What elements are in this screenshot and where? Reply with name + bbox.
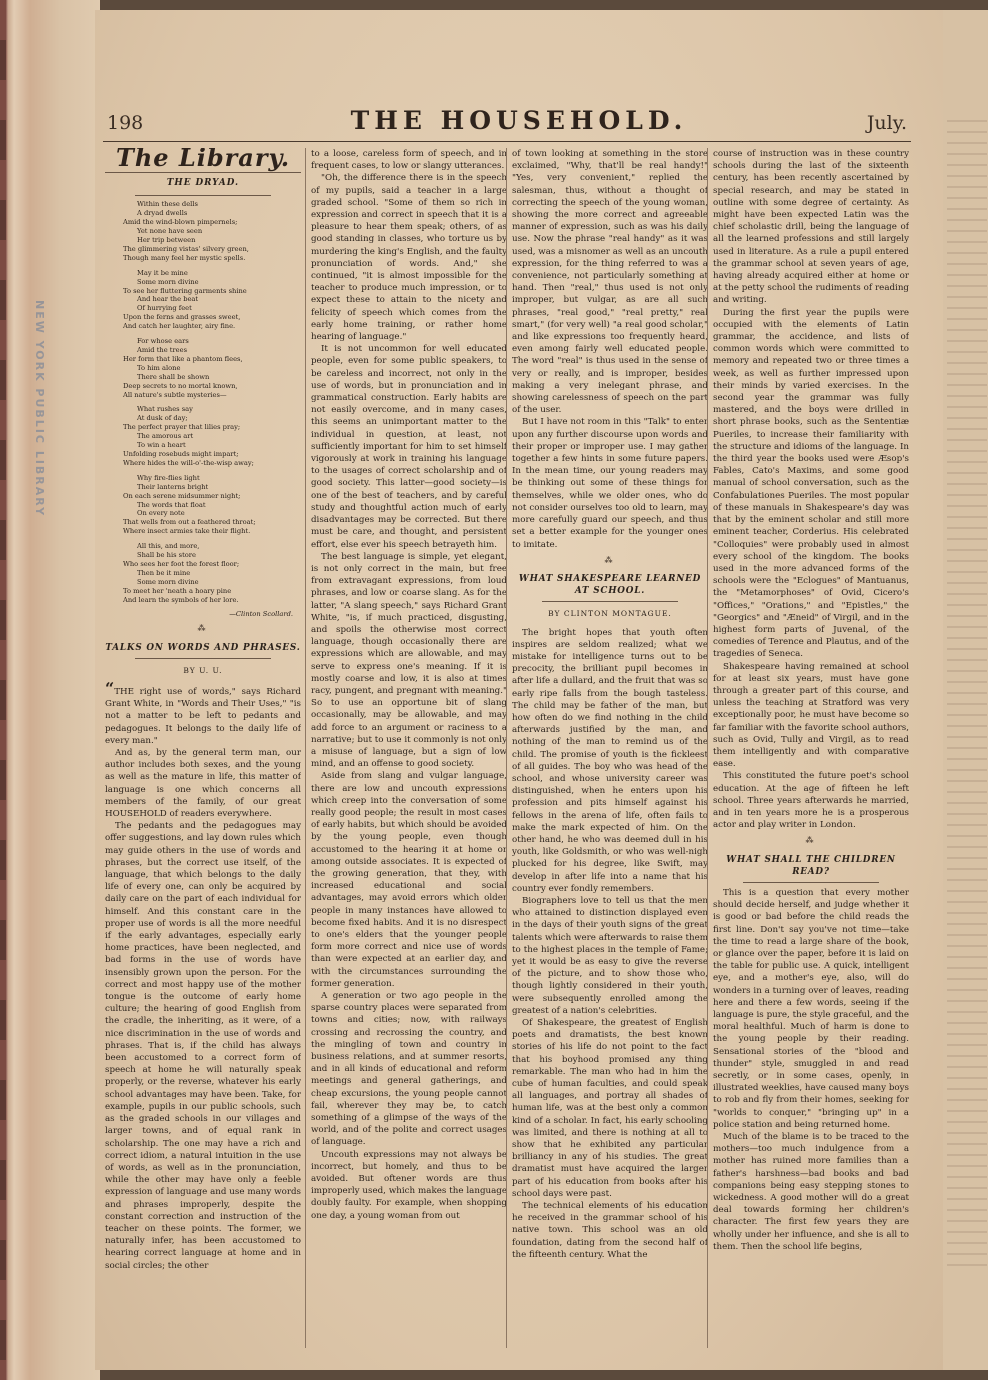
poem-stanza	[123, 337, 301, 399]
poem-line: Shall be his store	[137, 551, 196, 560]
paragraph: And as, by the general term man, our author includes both sexes, and the young as well as the mature in life, this matter of language is one which concerns all members of the family, of our great HOUSEHOLD of readers everywhere.	[105, 748, 301, 820]
poem-line: Amid the wind-blown pimpernels;	[123, 218, 238, 227]
poem-line: A dryad dwells	[137, 209, 188, 218]
ornament-divider: ⁂	[604, 555, 616, 565]
paragraph: This is a question that every mother should decide herself, and judge whether it is good or bad before the child reads the first line. Don't say you've not time—take the time to read a large share of the book, or glance over the paper, before it is laid on the table for public use. A quick, intelligent eye, and a mother's eye, also, will do wonders in a turning over of leaves, reading here and there a few words, seeing if the language is pure, the style graceful, and the moral healthful. Much of harm is done to the young people by their reading. Sensational stories of the "blood and thunder" style, smuggled in and read secretly, or in some cases, openly, in illustrated weeklies, have caused many boys to rob and fly from their homes, seeking for "worlds to conquer," "bringing up" in a police station and being returned home.	[713, 887, 909, 1130]
divider	[743, 882, 879, 883]
paragraph: "Oh, the difference there is in the speech of my pupils, said a teacher in a large graded school. "Some of them so rich in expression and correct in speech that it is a pleasure to hear them speak; others, of as good standing in classes, who torture us by murdering the king's English, and the faulty pronunciation of words. And," she continued, "it is almost impossible for the teacher to produce much impression, or to expect these to attain to the nicety and felicity of speech which comes from the early home training, or rather home hearing of language."	[311, 173, 507, 343]
poem-line: Where insect armies take their flight.	[123, 527, 251, 536]
issue-month: July.	[866, 112, 907, 134]
poem-line: And catch her laughter, airy fine.	[123, 322, 236, 331]
poem-line: Yet none have seen	[137, 227, 203, 236]
poem-line: May it be mine	[137, 268, 188, 277]
divider	[105, 172, 301, 173]
poem-line: Why fire-flies light	[137, 473, 200, 482]
poem-stanza	[123, 200, 301, 262]
poem-line: Within these dells	[137, 200, 198, 209]
poem-line: Her trip between	[137, 236, 196, 245]
poem-line: Unfolding rosebuds might impart;	[123, 449, 239, 458]
paragraph: Shakespeare having remained at school for at least six years, must have gone through a greater part of this course, and unless the teaching at Stratford was very exceptionally poor, he must have become so far familiar with the favorite school authors, such as Ovid, Tully and Virgil, as to read them intelligently and with comparative ease.	[713, 661, 909, 770]
binding-edge	[0, 0, 6, 1380]
poem-line: Then be it mine	[137, 568, 191, 577]
poem-author: —Clinton Scollard.	[229, 610, 293, 619]
paragraph: Biographers love to tell us that the men who attained to distinction displayed even in the days of their youth signs of the great talents which were afterwards to raise them to the highest places in the temple of Fame; yet it would be as easy to give the reverse of the picture, and to show those who, though lightly considered in their youth, were subsequently enrolled among the greatest of a nation's celebrities.	[512, 895, 708, 1016]
poem-line: All nature's subtle mysteries—	[123, 390, 227, 399]
paragraph: Aside from slang and vulgar language, there are low and uncouth expressions which creep into the conversation of some really good people; the result in most cases of early habits, but which should be avoided by the young people, even though accustomed to the hearing it at home or among outside associates. It is expected of the growing generation, that they, with increased educational and social advantages, may avoid errors which older people in many instances have allowed to become fixed habits. And it is no disrespect to one's elders that the younger people form more correct and nice use of words than were expected at an earlier day, and with the circumstances surrounding the former generation.	[311, 771, 507, 989]
article-body	[512, 148, 708, 551]
book-binding	[0, 0, 100, 1380]
poem-line: And learn the symbols of her lore.	[123, 595, 239, 604]
poem-line: Some morn divine	[137, 277, 199, 286]
header-rule	[103, 141, 911, 142]
paragraph: But I have not room in this "Talk" to enter upon any further discourse upon words and their proper or improper use. I may gather together a few hints in some future papers. In the mean time, our young readers may be thinking out some of these things for themselves, while we older ones, who do not consider ourselves too old to learn, may more carefully guard our speech, and thus set a better example for the younger ones to imitate.	[512, 417, 708, 550]
paragraph: The pedants and the pedagogues may offer suggestions, and lay down rules which may guide others in the use of words and phrases, but the correct use itself, of the language, that which belongs to the daily life of every one, can only be acquired by daily care on the part of each individual for himself. And this constant care in the proper use of words is all the more needful if the early advantages, especially early home practices, have been neglected, and bad forms in the use of words have insensibly grown upon the person. For the correct and most happy use of the mother tongue is the outcome of early home culture; the hearing of good English from the cradle, the inheriting, as it were, of a nice discrimination in the use of words and phrases. That is, if the child has always been accustomed to a correct form of speech at home he will naturally speak properly, or the reverse, whatever his early school advantages may have been. Take, for example, pupils in our public schools, such as the graded schools in our villages and larger towns, and of equal rank in scholarship. The one may have a rich and correct idiom, a natural intuition in the use of words, as well as in the pronunciation, while the other may have only a feeble expression of language and use many words and phrases improperly, despite the constant correction and instruction of the teacher on these points. The former, we naturally infer, has been accustomed to hearing correct language at home and in social circles; the other	[105, 821, 301, 1271]
poem-stanza	[123, 474, 301, 536]
poem-line: The glimmering vistas' silvery green,	[123, 244, 249, 253]
poem-line: To meet her 'neath a hoary pine	[123, 586, 232, 595]
poem-line: To see her fluttering garments shine	[123, 286, 247, 295]
poem-stanza	[123, 269, 301, 331]
poem-line: The words that float	[137, 500, 206, 509]
divider	[135, 658, 271, 659]
ornament-divider: ⁂	[197, 624, 209, 634]
poem-line: Her form that like a phantom flees,	[123, 354, 243, 363]
paragraph: The bright hopes that youth often inspires are seldom realized; what we mistake for intelligence turns out to be precocity, the brilliant pupil becomes in after life a dullard, and the fruit that was so early ripe falls from the bough tasteless. The child may be father of the man, but how often do we find nothing in the child afterwards justified by the man, and nothing of the man to remind us of the child. The promise of youth is the fickleest of all guides. The boy who was head of the school, and whose university career was distinguished, when he enters upon his profession and pits himself against his fellows in the arena of life, often fails to make the mark expected of him. On the other hand, he who was deemed dull in his youth, like Goldsmith, or who was well-nigh plucked for his degree, like Swift, may develop in after life into a name that his country ever fondly remembers.	[512, 627, 708, 894]
poem-line: Some morn divine	[137, 577, 199, 586]
poem-line: Their lanterns bright	[137, 482, 209, 491]
paragraph: to a loose, careless form of speech, and in frequent cases, to low or slangy utterances.	[311, 149, 507, 172]
newspaper-page	[95, 10, 943, 1370]
paragraph-text: THE right use of words," says Richard Grant White, in "Words and Their Uses," "is not a matter to be left to pedants and pedagogues. It belongs to the daily life of every man."	[105, 686, 301, 746]
column-1	[105, 148, 301, 1348]
paragraph: course of instruction was in these country schools during the last of the sixteenth century, has been recently ascertained by special research, and may be stated in outline with some degree of certainty. As might have been expected Latin was the chief scholastic drill, being the language of all the learned professions and still largely used in literature. As a rule a pupil entered the grammar school at seven years of age, having already acquired either at home or at the petty school the rudiments of reading and writing.	[713, 149, 909, 306]
paragraph: A generation or two ago people in the sparse country places were separated from towns and cities; now, with railways crossing and recrossing the country, and the mingling of town and country in business relations, and at summer resorts, and in all kinds of educational and reform meetings and general gatherings, and cheap excursions, the young people cannot fail, wherever they may be, to catch something of a glimpse of the ways of the world, and of the polite and correct usages of language.	[311, 991, 507, 1148]
poem-line: Though many feel her mystic spells.	[123, 253, 246, 262]
poem-line: On every note	[137, 509, 185, 518]
paragraph: The technical elements of his education he received in the grammar school of his native town. This school was an old foundation, dating from the second half of the fifteenth century. What the	[512, 1201, 708, 1260]
masthead-title: THE HOUSEHOLD.	[350, 106, 688, 135]
article-title: WHAT SHALL THE CHILDREN READ?	[726, 854, 896, 877]
adjacent-page-edge	[943, 10, 988, 1370]
poem-line: There shall be shown	[137, 372, 210, 381]
poem-line: To win a heart	[137, 441, 186, 450]
poem-body	[105, 200, 301, 619]
poem-line: Upon the ferns and grasses sweet,	[123, 313, 241, 322]
running-head	[95, 106, 943, 138]
article-byline: BY CLINTON MONTAGUE.	[548, 609, 672, 619]
article-body	[512, 627, 708, 1262]
poem-line: That wells from out a feathered throat;	[123, 518, 256, 527]
article-body	[105, 678, 301, 1272]
ornament-divider: ⁂	[805, 836, 817, 846]
divider	[135, 195, 271, 196]
poem-line: Amid the trees	[137, 346, 188, 354]
paragraph: During the first year the pupils were occupied with the elements of Latin grammar, the accidence, and lists of common words which were committed to memory and repeated two or three times a week, as well as further impressed upon their minds by varied exercises. In the second year the grammar was fully mastered, and the boys were drilled in short phrase books, such as the Sententiæ Pueriles, to increase their familiarity with the structure and idioms of the language. In the third year the books used were Æsop's Fables, Cato's Maxims, and some good manual of school conversation, such as the Confabulationes Pueriles. The most popular of these manuals in Shakespeare's day was that by the eminent scholar and still more eminent teacher, Corderius. His celebrated "Colloquies" were probably used in almost every school of the kingdom. The books used in the more advanced forms of the schools were the "Eclogues" of Mantuanus, the "Metamorphoses" of Ovid, Cicero's "Offices," "Orations," and "Epistles," the "Georgics" and "Æneid" of Virgil, and in the highest form parts of Juvenal, of the comedies of Terence and Plautus, and of the tragedies of Seneca.	[713, 307, 909, 660]
poem-line: To him alone	[137, 363, 181, 372]
article-title: WHAT SHAKESPEARE LEARNED AT SCHOOL.	[518, 573, 702, 597]
poem-line: The perfect prayer that lilies pray;	[123, 423, 241, 432]
poem-stanza	[123, 405, 301, 467]
poem-line: What rushes say	[137, 405, 193, 414]
paragraph: Of Shakespeare, the greatest of English poets and dramatists, the best known stories of his life do not point to the fact that his boyhood promised any thing remarkable. The man who had in him the cube of human faculties, and could speak all languages, and portray all shades of human life, was at the best only a common kind of a scholar. In fact, his early schooling was limited, and there is nothing at all to show that he exhibited any particular brilliancy in any of his studies. The great dramatist must have acquired the larger part of his education from books after his school days were past.	[512, 1018, 708, 1199]
section-heading-library: The Library.	[115, 148, 291, 172]
spine-stamp: NEW YORK PUBLIC LIBRARY	[33, 300, 46, 518]
article-body	[311, 148, 507, 1222]
article-byline: BY U. U.	[183, 665, 223, 675]
paragraph: It is not uncommon for well educated people, even for some public speakers, to be careless and incorrect, not only in the use of words, but in pronunciation and in grammatical construction. Early habits are not easily overcome, and in many cases, this seems an unimportant matter to the individual in question, at least, not sufficiently important for him to set himself vigorously at work in training his language to the usages of correct scholarship and of good society. This latter—good society—is one of the best of teachers, and by careful study and thoughtful action much of early disadvantages may be corrected. But there must be care, and thought, and persistent effort, else ever his speech betrayeth him.	[311, 344, 507, 550]
paragraph: of town looking at something in the store exclaimed, "Why, that'll be real handy!" "Yes, very convenient," replied the salesman, thus, without a thought of correcting the speech of the young woman, showing the more correct and agreeable manner of expression, such as was his daily use. Now the phrase "real handy" as it was used, was a misnomer as well as an uncouth expression, for the thing referred to was a convenience, not particularly something at hand. Then "real," thus used is not only improper, but vulgar, as are all such phrases, "real good," "real pretty," real smart," (for very well) "a real good scholar," and like expressions too frequently heard, even among fairly well educated people. The word "real" is thus used in the sense of very or really, and is improper, besides making a very inelegant phrase, and showing carelessness of speech on the part of the user.	[512, 149, 708, 416]
paragraph: Much of the blame is to be traced to the mothers—too much indulgence from a mother has ruined more families than a father's harshness—bad books and bad companions being easy stepping stones to wickedness. A good mother will do a great deal towards forming her children's character. The first few years they are wholly under her influence, and she is all to them. Then the school life begins,	[713, 1132, 909, 1252]
paragraph: This constituted the future poet's school education. At the age of fifteen he left school. Three years afterwards he married, and in ten years more he is a prosperous actor and play writer in London.	[713, 771, 909, 831]
article-body	[713, 148, 909, 831]
poem-line: The amorous art	[137, 432, 194, 441]
poem-line: Of hurrying feet	[137, 304, 192, 313]
paragraph: The best language is simple, yet elegant, is not only correct in the main, but free from extravagant expressions, from loud phrases, and low or coarse slang. As for the latter, "A slang speech," says Richard Grant White, "is, if much practiced, disgusting, and spoils the otherwise most correct language, though occasionally there are expressions which are allowable, and may serve to express one's meaning. If it is mostly coarse and low, it is also at times racy, pungent, and pregnant with meaning." So to use an opportune bit of slang occasionally, may be allowable, and may add force to an argument or raciness to a narrative; but to use it commonly is not only a misuse of language, but a sign of low mind, and an offense to good society.	[311, 551, 507, 770]
column-4	[707, 148, 909, 1348]
article-body	[713, 887, 909, 1253]
poem-line: Who sees her foot the forest floor;	[123, 559, 240, 568]
article-title: TALKS ON WORDS AND PHRASES.	[105, 642, 301, 653]
drop-cap: “	[105, 678, 115, 698]
poem-line: For whose ears	[137, 337, 189, 346]
column-3	[506, 148, 708, 1348]
poem-line: On each serene midsummer night;	[123, 491, 241, 500]
adjacent-page-bleed	[947, 120, 987, 1270]
poem-title: THE DRYAD.	[166, 178, 240, 189]
column-2	[305, 148, 507, 1348]
paragraph	[105, 678, 301, 747]
poem-line: All this, and more,	[137, 542, 200, 551]
poem-line: And hear the beat	[137, 295, 199, 304]
page-number: 198	[107, 112, 144, 134]
paragraph: Uncouth expressions may not always be incorrect, but homely, and thus to be avoided. But oftener words are thus improperly used, which makes the language doubly faulty. For example, when shopping one day, a young woman from out	[311, 1149, 507, 1221]
divider	[542, 601, 678, 602]
poem-stanza	[123, 542, 301, 604]
poem-line: At dusk of day;	[137, 414, 188, 423]
poem-line: Deep secrets to no mortal known,	[123, 381, 238, 390]
poem-line: Where hides the will-o'-the-wisp away;	[123, 458, 254, 467]
